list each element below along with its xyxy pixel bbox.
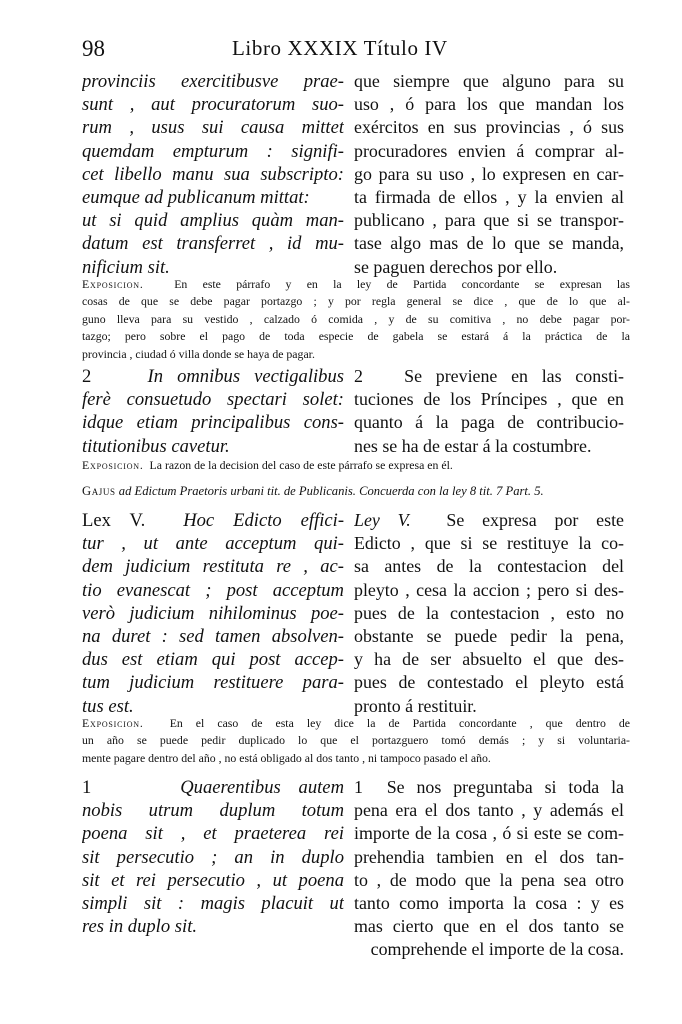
paragraph-number: 2 (354, 366, 363, 386)
spanish-line: procuradores envien á comprar al- (354, 140, 624, 161)
lex-heading: Lex V. (82, 510, 146, 531)
exposicion-line: Exposicion. En el caso de esta ley dice la de Partida concordante , que dentro de (82, 716, 630, 730)
latin-line: 2 In omnibus vectigalibus (82, 366, 344, 387)
latin-line: cet libello manu sua subscripto: (82, 163, 344, 185)
latin-line: ut si quid amplius quàm man- (82, 210, 344, 232)
latin-line: poena sit , et praeterea rei (82, 823, 344, 845)
spanish-line: sa antes de la contestacion del (354, 556, 624, 577)
latin-line: provinciis exercitibusve prae- (82, 71, 344, 92)
spanish-line: pleyto , cesa la accion ; pero si des- (354, 579, 624, 600)
spanish-line: Edicto , que si se restituye la co- (354, 533, 624, 554)
latin-line: ferè consuetudo spectari solet: (82, 389, 344, 411)
spanish-line: pues de contestado el pleyto está (354, 672, 624, 693)
source-author: Gajus (82, 484, 116, 498)
latin-column (82, 776, 344, 938)
paragraph-number: 1 (82, 777, 92, 798)
spanish-line: prehendia tambien en el dos tan- (354, 846, 624, 867)
latin-line: titutionibus cavetur. (82, 435, 230, 457)
latin-line: quemdam empturum : signifi- (82, 140, 344, 162)
latin-column (82, 365, 344, 458)
spanish-line: pues de la contestacion , esto no (354, 602, 624, 623)
exposicion-line: tazgo; pero sobre el pago de toda especie de gabela se estará á la práctica de la (82, 329, 630, 344)
spanish-line: 2 Se previene en las consti- (354, 366, 624, 386)
latin-line: verò judicium nihilominus poe- (82, 602, 344, 624)
latin-line: Lex V. Hoc Edicto effici- (82, 510, 344, 531)
spanish-line: y ha de ser absuelto el que des- (354, 649, 624, 670)
spanish-line: ta firmada de ellos , y la envien al (354, 187, 624, 208)
spanish-line: tanto como importa la cosa : y es (354, 893, 624, 914)
latin-line: dus est etiam qui post accep- (82, 649, 344, 671)
page-number: 98 (82, 36, 105, 61)
spanish-line: publicano , para que si se transpor- (354, 210, 624, 231)
source-citation (82, 483, 630, 499)
paragraph-number: 2 (82, 366, 92, 387)
spanish-line: importe de la cosa , ó si este se com- (354, 823, 624, 844)
source-text: ad Edictum Praetoris urbani tit. de Publicanis. Concuerda con la ley 8 tit. 7 Part. 5. (118, 484, 544, 498)
spanish-line: go para su uso , lo expresen en car- (354, 163, 624, 184)
page-header (82, 36, 642, 66)
spanish-column (354, 365, 624, 458)
latin-line: nobis utrum duplum totum (82, 800, 344, 822)
spanish-line: nes se ha de estar á la costumbre. (354, 435, 592, 456)
spanish-line: se paguen derechos por ello. (354, 256, 558, 277)
exposicion-2 (82, 457, 630, 474)
exposicion-line: provincia , ciudad ó villa donde se haya de pagar. (82, 346, 315, 361)
spanish-line: quanto á la paga de contribucio- (354, 412, 624, 433)
latin-column (82, 70, 344, 279)
exposicion-line: un año se puede pedir duplicado lo que el portazguero tomó demás ; y si voluntaria- (82, 733, 630, 748)
latin-line: tus est. (82, 695, 134, 717)
exposicion-1 (82, 276, 630, 363)
spanish-line: que siempre que alguno para su (354, 71, 624, 91)
exposicion-line: mente pagare dentro del año , no está obligado al dos tanto , ni tampoco pasado el año. (82, 750, 491, 765)
spanish-line: exércitos en sus provincias , ó sus (354, 117, 624, 138)
spanish-line: 1 Se nos preguntaba si toda la (354, 777, 624, 797)
spanish-line: pena era el dos tanto , y además el (354, 800, 624, 821)
ley-heading: Ley V. (354, 510, 411, 530)
latin-line: tum judicium restituere para- (82, 672, 344, 694)
exposicion-label: Exposicion. (82, 458, 144, 472)
spanish-column (354, 70, 624, 279)
latin-line: tio evanescat ; post acceptum (82, 579, 344, 601)
spanish-line: tuciones de los Príncipes , que en (354, 389, 624, 410)
spanish-line: to , de modo que la pena sea otro (354, 869, 624, 890)
latin-line: datum est transferret , id mu- (82, 233, 344, 255)
spanish-line: tase algo mas de lo que se manda, (354, 233, 624, 254)
spanish-line: comprehende el importe de la cosa. (370, 939, 624, 960)
exposicion-line: Exposicion. En este párrafo y en la ley de Partida concordante se expresan las (82, 277, 630, 291)
exposicion-label: Exposicion. (82, 716, 144, 730)
latin-line: simpli sit : magis placuit ut (82, 893, 344, 915)
latin-line: sunt , aut procuratorum suo- (82, 94, 344, 116)
exposicion-line: guno lleva para su vestido , calzado ó comida , y de su comitiva , no debe pagar por- (82, 311, 630, 326)
exposicion-line: cosas de que se debe pagar portazgo ; y por regla general se dice , que de lo que al- (82, 294, 630, 309)
spanish-line: uso , ó para los que mandan los (354, 94, 624, 115)
spanish-line: mas cierto que en el dos tanto se (354, 916, 624, 937)
exposicion-line: Exposicion. La razon de la decision del caso de este párrafo se expresa en él. (82, 458, 453, 472)
latin-line: 1 Quaerentibus autem (82, 777, 344, 798)
latin-line: res in duplo sit. (82, 916, 198, 938)
exposicion-label: Exposicion. (82, 277, 144, 291)
spanish-line: pronto á restituir. (354, 695, 477, 716)
latin-column (82, 509, 344, 718)
spanish-column (354, 776, 624, 962)
latin-line: nificium sit. (82, 256, 170, 278)
latin-line: sit persecutio ; an in duplo (82, 846, 344, 868)
latin-line: rum , usus sui causa mittet (82, 117, 344, 139)
paragraph-number: 1 (354, 777, 363, 797)
latin-line: dem judicium restituta re , ac- (82, 556, 344, 578)
exposicion-3 (82, 715, 630, 767)
spanish-column (354, 509, 624, 718)
latin-line: sit et rei persecutio , ut poena (82, 869, 344, 891)
spanish-line: obstante se puede pedir la pena, (354, 626, 624, 647)
running-title: Libro XXXIX Título IV (232, 36, 448, 60)
spanish-line: Ley V. Se expresa por este (354, 510, 624, 530)
latin-line: eumque ad publicanum mittat: (82, 187, 310, 209)
latin-line: na duret : sed tamen absolven- (82, 626, 344, 648)
latin-line: tur , ut ante acceptum qui- (82, 533, 344, 555)
latin-line: idque etiam principalibus cons- (82, 412, 344, 434)
